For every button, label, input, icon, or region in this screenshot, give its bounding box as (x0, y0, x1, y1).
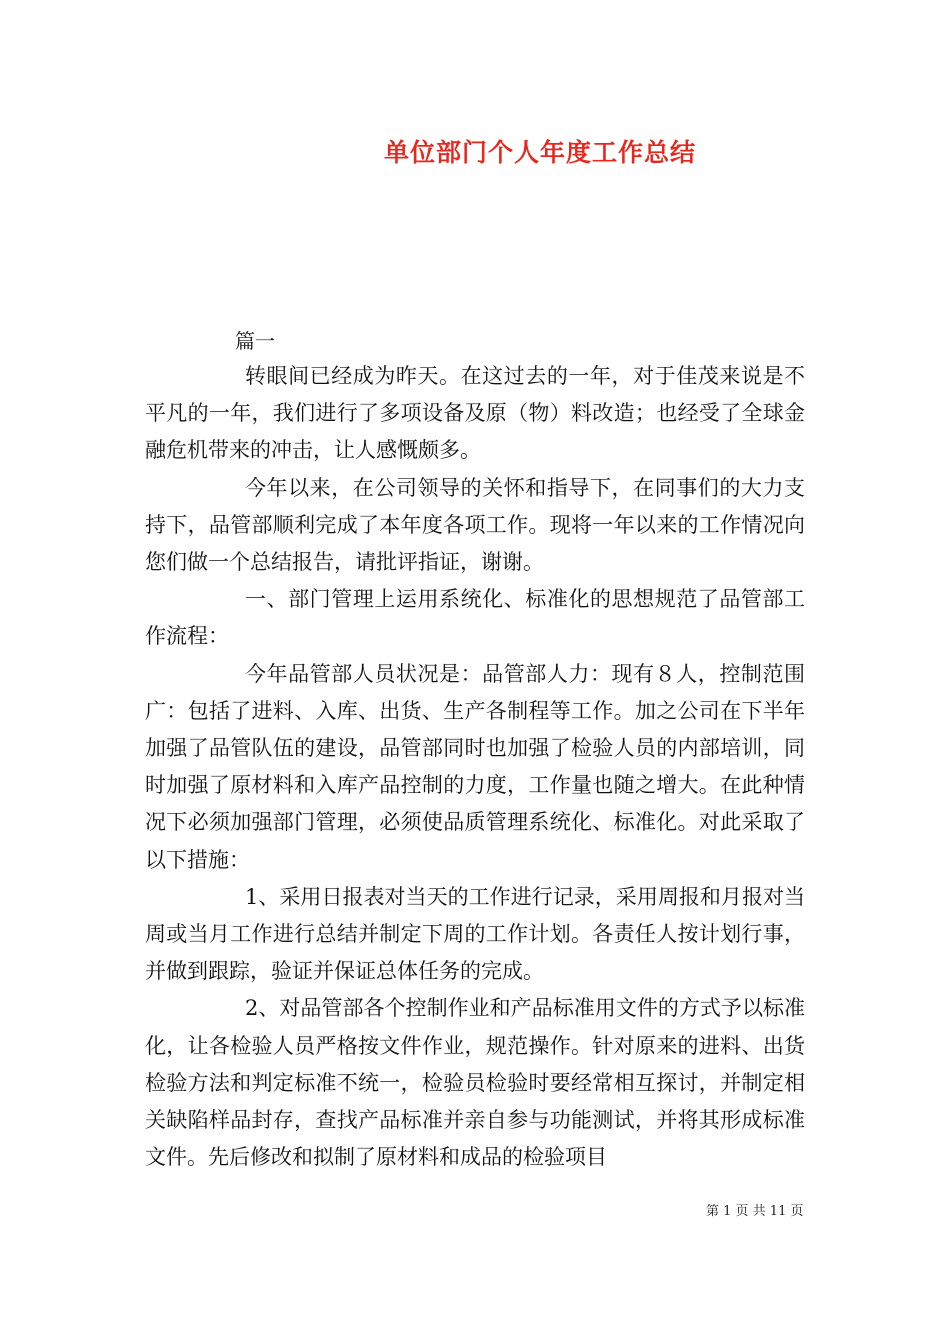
document-body (145, 358, 805, 1176)
page-number: 第 1 页 共 11 页 (706, 1204, 804, 1219)
paragraph: 1、采用日报表对当天的工作进行记录，采用周报和月报对当周或当月工作进行总结并制定下周的工作计划。各责任人按计划行事，并做到跟踪，验证并保证总体任务的完成。 (145, 884, 805, 984)
paragraph: 今年以来，在公司领导的关怀和指导下，在同事们的大力支持下，品管部顺利完成了本年度各项工作。现将一年以来的工作情况向您们做一个总结报告，请批评指证，谢谢。 (145, 475, 805, 575)
page-title: 单位部门个人年度工作总结 (383, 138, 696, 167)
section-label: 篇一 (235, 329, 275, 353)
paragraph: 转眼间已经成为昨天。在这过去的一年，对于佳茂来说是不平凡的一年，我们进行了多项设备及原（物）料改造；也经受了全球金融危机带来的冲击，让人感慨颇多。 (145, 364, 805, 463)
paragraph: 今年品管部人员状况是：品管部人力：现有８人，控制范围广：包括了进料、入库、出货、生产各制程等工作。加之公司在下半年加强了品管队伍的建设，品管部同时也加强了检验人员的内部培训，同时加强了原材料和入库产品控制的力度，工作量也随之增大。在此种情况下必须加强部门管理，必须使品质管理系统化、标准化。对此采取了以下措施： (145, 661, 805, 872)
paragraph: 一、部门管理上运用系统化、标准化的思想规范了品管部工作流程： (145, 587, 805, 649)
paragraph: 2、对品管部各个控制作业和产品标准用文件的方式予以标准化，让各检验人员严格按文件作业，规范操作。针对原来的进料、出货检验方法和判定标准不统一，检验员检验时要经常相互探讨，并制定相关缺陷样品封存，查找产品标准并亲自参与功能测试，并将其形成标准文件。先后修改和拟制了原材料和成品的检验项目 (145, 996, 805, 1170)
